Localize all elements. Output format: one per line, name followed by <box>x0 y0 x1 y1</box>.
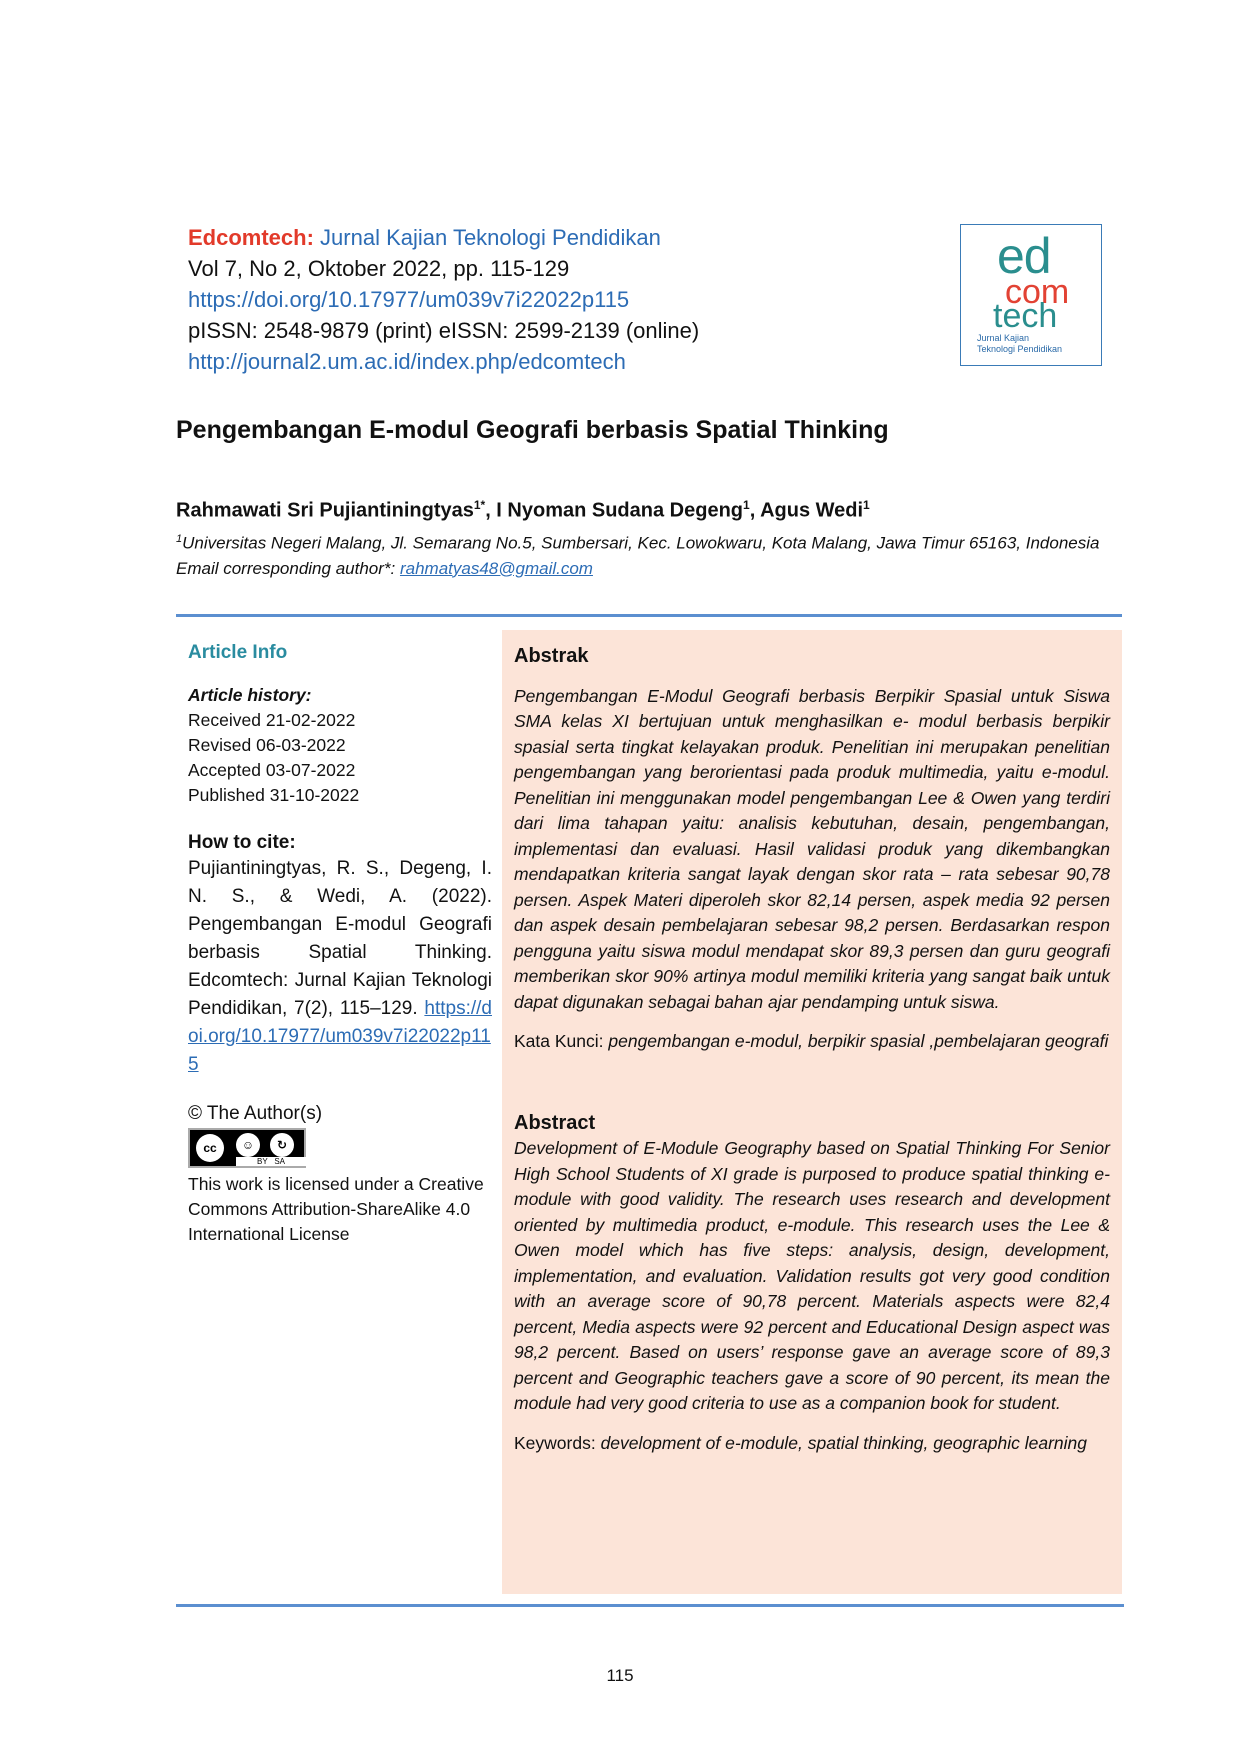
affiliation-text: Universitas Negeri Malang, Jl. Semarang No.5, Sumbersari, Kec. Lowokwaru, Kota Malang, Jawa Timur 65163, Indonesia <box>182 533 1100 553</box>
affiliation <box>176 527 1116 581</box>
copyright: © The Author(s) <box>188 1103 323 1124</box>
article-history-heading: Article history: <box>188 685 312 705</box>
keywords-label: Keywords: <box>514 1432 601 1453</box>
cc-icon: cc <box>196 1134 224 1162</box>
keywords <box>514 1431 1110 1457</box>
citation <box>188 855 492 1079</box>
divider-bottom <box>176 1604 1124 1607</box>
cite-heading: How to cite: <box>188 832 296 853</box>
email-link[interactable]: rahmatyas48@gmail.com <box>399 558 593 578</box>
accepted-date: Accepted 03-07-2022 <box>188 760 356 780</box>
author-3-sup: 1 <box>863 498 870 512</box>
divider-top <box>176 614 1122 617</box>
revised-date: Revised 06-03-2022 <box>188 735 346 755</box>
logo-sub-line2: Teknologi Pendidikan <box>977 344 1063 354</box>
issn-info: pISSN: 2548-9879 (print) eISSN: 2599-2139 (online) <box>188 318 700 343</box>
author-list <box>176 498 870 523</box>
cc-sa-text: SA <box>274 1157 285 1166</box>
kata-kunci <box>514 1029 1110 1055</box>
keywords-values: development of e-module, spatial thinking, geographic learning <box>600 1432 1087 1453</box>
author-3: , Agus Wedi <box>749 499 864 522</box>
paper-title: Pengembangan E-modul Geografi berbasis Spatial Thinking <box>176 416 889 444</box>
affiliation-sup: 1 <box>176 533 183 545</box>
by-person-icon: ☺ <box>236 1133 260 1157</box>
journal-brand: Edcomtech: <box>188 225 314 250</box>
article-info <box>188 640 492 1247</box>
volume-info: Vol 7, No 2, Oktober 2022, pp. 115-129 <box>188 256 570 281</box>
journal-name-line <box>188 222 699 253</box>
abstract-heading: Abstract <box>514 1111 596 1134</box>
journal-header <box>188 222 699 377</box>
kata-kunci-label: Kata Kunci: <box>514 1031 609 1051</box>
email-label: Email corresponding author*: <box>176 558 400 578</box>
author-1-sup: 1* <box>473 498 486 512</box>
abstrak-heading: Abstrak <box>514 645 589 667</box>
published-date: Published 31-10-2022 <box>188 785 360 805</box>
citation-doi-link[interactable]: https://doi.org/10.17977/um039v7i22022p115 <box>188 998 492 1075</box>
article-info-heading: Article Info <box>188 642 288 663</box>
page-number: 115 <box>606 1666 634 1685</box>
cc-license-badge[interactable] <box>188 1128 306 1168</box>
abstrak-text: Pengembangan E-Modul Geografi berbasis Berpikir Spasial untuk Siswa SMA kelas XI bertujuan untuk menghasilkan e- modul berbasis berpikir spasial serta tingkat kelayakan produk. Penelitian ini merupakan penelitian pengembangan yang berorientasi pada produk multimedia, yaitu e-modul. Penelitian ini menggunakan model pengembangan Lee & Owen yang terdiri dari lima tahapan yaitu: analisis kebutuhan, desain, pengembangan, implementasi dan evaluasi. Hasil validasi produk yang dikembangkan mendapatkan kriteria sangat layak dengan skor rata – rata sebesar 90,78 persen. Aspek Materi diperoleh skor 82,14 persen, aspek media 92 persen dan aspek desain pembelajaran sebesar 98,2 persen. Berdasarkan respon pengguna yaitu siswa modul mendapat skor 89,3 persen dan guru geografi memberikan skor 90% artinya modul memiliki kriteria yang sangat baik untuk dapat digunakan sebagai bahan ajar pendamping untuk siswa. <box>514 685 1110 1012</box>
logo-sub-line1: Jurnal Kajian <box>977 333 1030 343</box>
kata-kunci-values: pengembangan e-modul, berpikir spasial ,pembelajaran geografi <box>608 1031 1109 1051</box>
sa-share-icon: ↻ <box>270 1133 294 1157</box>
citation-text: Pujiantiningtyas, R. S., Degeng, I. N. S., & Wedi, A. (2022). Pengembangan E-modul Geografi berbasis Spatial Thinking. Edcomtech: Jurnal Kajian Teknologi Pendidikan, 7(2), 115–129. <box>188 858 492 1019</box>
author-1: Rahmawati Sri Pujiantiningtyas <box>176 499 474 522</box>
logo-ed: ed <box>997 228 1051 284</box>
logo-tech: tech <box>993 297 1058 335</box>
author-2: , I Nyoman Sudana Degeng <box>485 499 744 522</box>
journal-logo <box>960 224 1102 366</box>
doi-link[interactable]: https://doi.org/10.17977/um039v7i22022p115 <box>188 287 630 312</box>
cc-badge-label <box>236 1157 306 1166</box>
logo-com: com <box>1005 273 1070 311</box>
license-text: This work is licensed under a Creative Commons Attribution-ShareAlike 4.0 International License <box>188 1174 484 1244</box>
journal-title: Jurnal Kajian Teknologi Pendidikan <box>320 225 661 250</box>
author-2-sup: 1 <box>743 498 750 512</box>
logo-subtitle <box>977 333 1062 355</box>
abstract-text: Development of E-Module Geography based on Spatial Thinking For Senior High School Students of XI grade is purposed to produce spatial thinking e-module with good validity. The research uses research and development oriented by multimedia product, e-module. This research uses the Lee & Owen model which has five steps: analysis, design, development, implementation, and evaluation. Validation results got very good condition with an average score of 90,78 percent. Materials aspects were 82,4 percent, Media aspects were 92 percent and Educational Design aspect was 98,2 percent. Based on users’ response gave an average score of 89,3 percent and Geographic teachers gave a score of 90 percent, its mean the module had very good criteria to use as a companion book for student. <box>514 1138 1110 1413</box>
abstract-panel <box>502 630 1122 1594</box>
journal-url-link[interactable]: http://journal2.um.ac.id/index.php/edcomtech <box>188 349 626 374</box>
cc-by-text: BY <box>256 1157 268 1166</box>
received-date: Received 21-02-2022 <box>188 710 356 730</box>
